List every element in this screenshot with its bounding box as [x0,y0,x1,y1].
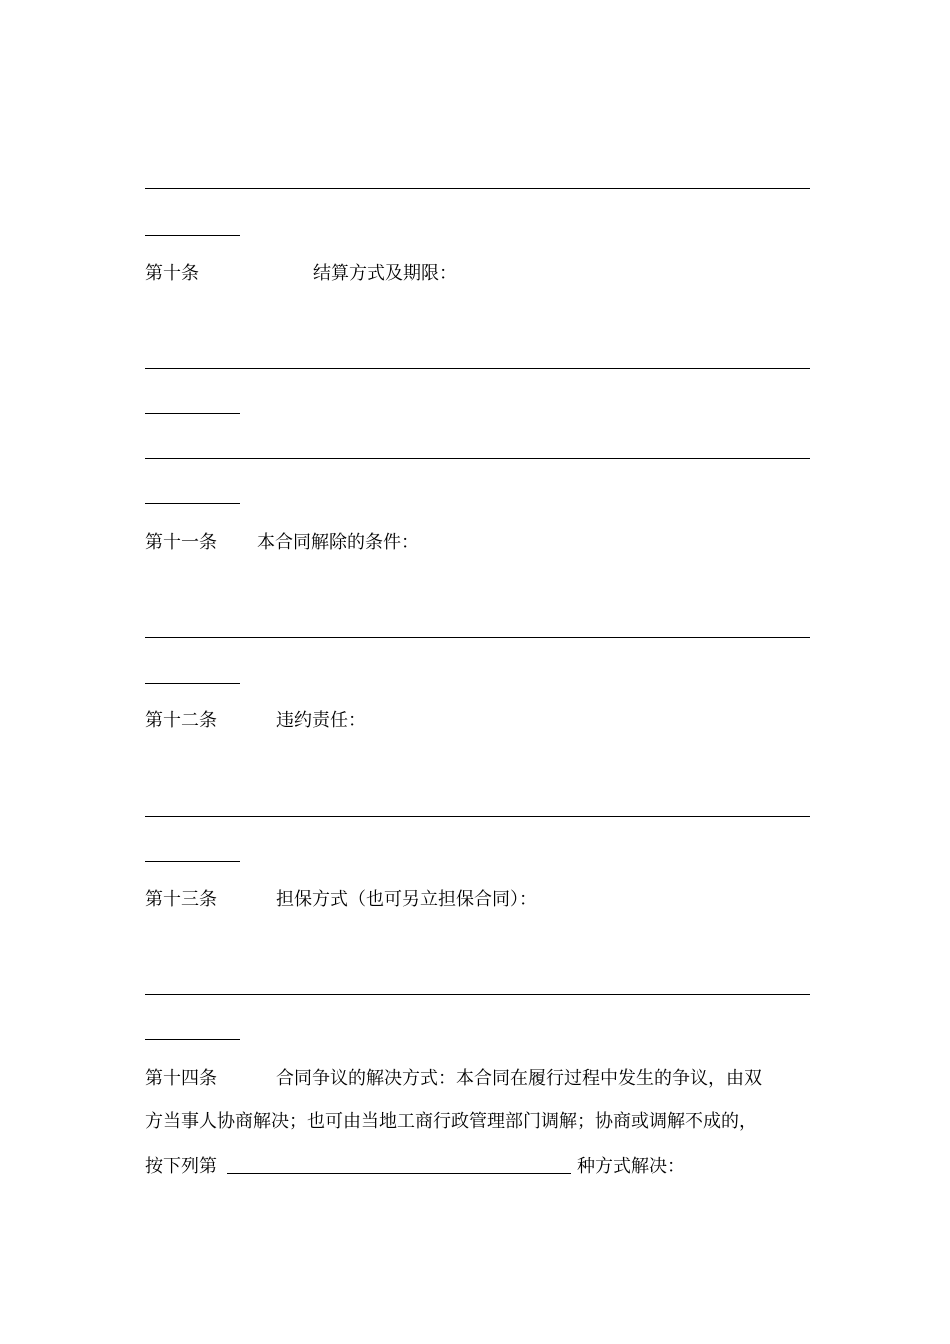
blank-line-short [145,413,240,414]
blank-line [145,637,810,638]
method-number-blank[interactable] [227,1155,571,1174]
blank-line [145,994,810,995]
blank-line [145,188,810,189]
article-number: 第十四条 [145,1068,217,1089]
blank-line [145,368,810,369]
article-number: 第十二条 [145,710,217,731]
blank-line [145,458,810,459]
article-number: 第十一条 [145,532,217,553]
article-10 [145,262,457,286]
blank-line-short [145,683,240,684]
article-title: 结算方式及期限： [313,263,457,284]
article-number: 第十三条 [145,889,217,910]
article-14-line-3 [145,1155,685,1179]
article-title: 担保方式（也可另立担保合同）： [276,889,537,910]
article-11 [145,531,419,555]
article-title: 违约责任： [276,710,366,731]
article-title: 本合同解除的条件： [257,532,419,553]
article-14-line-1 [145,1067,762,1091]
blank-line-short [145,235,240,236]
article-text-after-blank: 种方式解决： [577,1156,685,1177]
blank-line [145,816,810,817]
article-text-line: 合同争议的解决方式：本合同在履行过程中发生的争议，由双 [276,1068,762,1089]
blank-line-short [145,1039,240,1040]
article-text-before-blank: 按下列第 [145,1156,217,1177]
article-12 [145,709,366,733]
article-number: 第十条 [145,263,199,284]
blank-line-short [145,861,240,862]
article-13 [145,888,537,912]
article-14-line-2: 方当事人协商解决；也可由当地工商行政管理部门调解；协商或调解不成的， [145,1111,757,1132]
blank-line-short [145,503,240,504]
